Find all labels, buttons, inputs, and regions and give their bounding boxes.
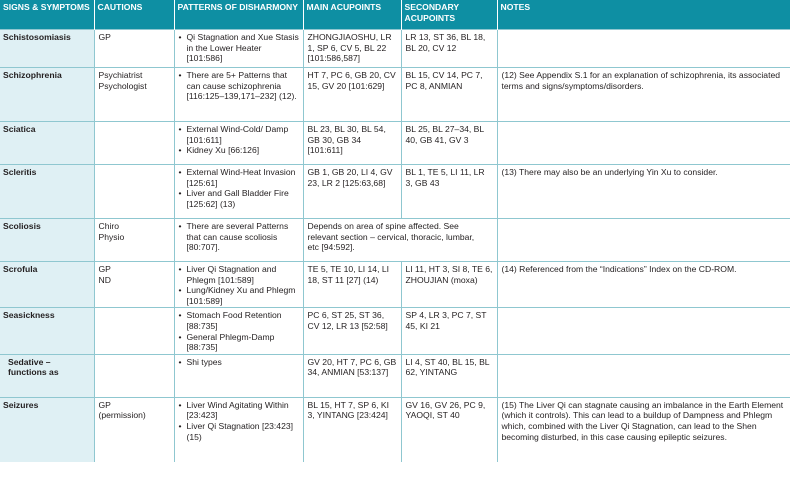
caution-item: Psychiatrist xyxy=(98,70,143,80)
table-row xyxy=(0,397,790,462)
notes-cell xyxy=(497,354,790,397)
pattern-item: • Liver Qi Stagnation [23:423] (15) xyxy=(179,421,300,442)
notes-cell xyxy=(497,122,790,165)
cautions-cell xyxy=(94,262,174,308)
cautions-cell xyxy=(94,30,174,68)
patterns-cell xyxy=(174,165,303,219)
table-row xyxy=(0,122,790,165)
patterns-list xyxy=(179,264,300,306)
table-row xyxy=(0,308,790,354)
secondary-acupoints-cell: BL 25, BL 27–34, BL 40, GB 41, GV 3 xyxy=(401,122,497,165)
pattern-item: • Lung/Kidney Xu and Phlegm [101:589] xyxy=(179,285,300,306)
main-acupoints-cell: ZHONGJIAOSHU, LR 1, SP 6, CV 5, BL 22 [101:586,587] xyxy=(303,30,401,68)
main-acupoints-cell: GV 20, HT 7, PC 6, GB 34, ANMIAN [53:137] xyxy=(303,354,401,397)
notes-cell xyxy=(497,30,790,68)
symptom-cell: Scoliosis xyxy=(0,219,94,262)
patterns-cell xyxy=(174,354,303,397)
patterns-cell xyxy=(174,122,303,165)
col-header-signs: SIGNS & SYMPTOMS xyxy=(0,0,94,30)
caution-item: GP xyxy=(98,32,111,42)
cautions-cell xyxy=(94,122,174,165)
patterns-list xyxy=(179,400,300,442)
notes-cell xyxy=(497,308,790,354)
patterns-list xyxy=(179,167,300,209)
pattern-item: • Stomach Food Retention [88:735] xyxy=(179,310,300,331)
patterns-list xyxy=(179,70,300,102)
secondary-acupoints-cell: BL 1, TE 5, LI 11, LR 3, GB 43 xyxy=(401,165,497,219)
pattern-item: • External Wind-Cold/ Damp [101:611] xyxy=(179,124,300,145)
cautions-cell xyxy=(94,219,174,262)
table-row xyxy=(0,68,790,122)
patterns-list xyxy=(179,221,300,253)
table-row xyxy=(0,165,790,219)
secondary-acupoints-cell: LI 4, ST 40, BL 15, BL 62, YINTANG xyxy=(401,354,497,397)
main-acupoints-cell: PC 6, ST 25, ST 36, CV 12, LR 13 [52:58] xyxy=(303,308,401,354)
main-acupoints-cell: BL 15, HT 7, SP 6, KI 3, YINTANG [23:424] xyxy=(303,397,401,462)
secondary-acupoints-cell: SP 4, LR 3, PC 7, ST 45, KI 21 xyxy=(401,308,497,354)
pattern-item: • There are 5+ Patterns that can cause schizophrenia [116:125–139,171–232] (12). xyxy=(179,70,300,102)
symptom-cell: Sedative – functions as xyxy=(0,354,94,397)
notes-cell: (15) The Liver Qi can stagnate causing an imbalance in the Earth Element (which it controls). This can lead to a buildup of Dampness and Phlegm which, combined with the Liver Qi Stagnation, can lead to the Shen becoming disturbed, in this case causing epileptic seizures. xyxy=(497,397,790,462)
col-header-main-acupoints: MAIN ACUPOINTS xyxy=(303,0,401,30)
symptom-cell: Schizophrenia xyxy=(0,68,94,122)
symptom-cell: Seizures xyxy=(0,397,94,462)
caution-item: GP xyxy=(98,264,111,274)
cautions-cell xyxy=(94,397,174,462)
pattern-item: • Liver and Gall Bladder Fire [125:62] (13) xyxy=(179,188,300,209)
secondary-acupoints-cell: LI 11, HT 3, SI 8, TE 6, ZHOUJIAN (moxa) xyxy=(401,262,497,308)
patterns-cell xyxy=(174,397,303,462)
pattern-item: • Shi types xyxy=(179,357,300,368)
secondary-acupoints-cell: BL 15, CV 14, PC 7, PC 8, ANMIAN xyxy=(401,68,497,122)
table-body xyxy=(0,30,790,463)
patterns-cell xyxy=(174,262,303,308)
caution-item: Psychologist xyxy=(98,80,147,91)
pattern-item: • Kidney Xu [66:126] xyxy=(179,145,300,156)
symptom-cell: Scrofula xyxy=(0,262,94,308)
pattern-item: • Liver Wind Agitating Within [23:423] xyxy=(179,400,300,421)
pattern-item: • There are several Patterns that can cause scoliosis [80:707]. xyxy=(179,221,300,253)
notes-cell: (14) Referenced from the “Indications” Index on the CD-ROM. xyxy=(497,262,790,308)
pattern-item: • Liver Qi Stagnation and Phlegm [101:589] xyxy=(179,264,300,285)
patterns-cell xyxy=(174,219,303,262)
main-acupoints-cell: GB 1, GB 20, LI 4, GV 23, LR 2 [125:63,68] xyxy=(303,165,401,219)
caution-item: GP xyxy=(98,399,111,410)
caution-item: Physio xyxy=(98,231,125,242)
table-row xyxy=(0,354,790,397)
patterns-cell xyxy=(174,30,303,68)
col-header-secondary-acupoints: SECONDARY ACUPOINTS xyxy=(401,0,497,30)
col-header-notes: NOTES xyxy=(497,0,790,30)
symptom-cell: Seasickness xyxy=(0,308,94,354)
secondary-acupoints-cell: LR 13, ST 36, BL 18, BL 20, CV 12 xyxy=(401,30,497,68)
symptom-cell: Scleritis xyxy=(0,165,94,219)
table-row xyxy=(0,30,790,68)
patterns-list xyxy=(179,357,300,368)
pattern-item: • General Phlegm-Damp [88:735] xyxy=(179,332,300,353)
cautions-cell xyxy=(94,68,174,122)
symptom-cell: Schistosomiasis xyxy=(0,30,94,68)
caution-item: (permission) xyxy=(98,410,146,421)
caution-item: ND xyxy=(98,274,111,285)
pattern-item: • Qi Stagnation and Xue Stasis in the Lower Heater [101:586] xyxy=(179,32,300,64)
main-acupoints-cell: TE 5, TE 10, LI 14, LI 18, ST 11 [27] (14) xyxy=(303,262,401,308)
main-acupoints-cell: HT 7, PC 6, GB 20, CV 15, GV 20 [101:629] xyxy=(303,68,401,122)
notes-cell: (12) See Appendix S.1 for an explanation of schizophrenia, its associated terms and signs/symptoms/disorders. xyxy=(497,68,790,122)
secondary-acupoints-cell: GV 16, GV 26, PC 9, YAOQI, ST 40 xyxy=(401,397,497,462)
notes-cell xyxy=(497,219,790,262)
header-row xyxy=(0,0,790,30)
cautions-cell xyxy=(94,165,174,219)
cautions-cell xyxy=(94,308,174,354)
col-header-patterns: PATTERNS OF DISHARMONY xyxy=(174,0,303,30)
caution-item: Chiro xyxy=(98,221,120,231)
patterns-cell xyxy=(174,68,303,122)
patterns-list xyxy=(179,124,300,156)
patterns-list xyxy=(179,310,300,352)
table-row xyxy=(0,219,790,262)
pattern-item: • External Wind-Heat Invasion [125:61] xyxy=(179,167,300,188)
col-header-cautions: CAUTIONS xyxy=(94,0,174,30)
notes-cell: (13) There may also be an underlying Yin Xu to consider. xyxy=(497,165,790,219)
patterns-list xyxy=(179,32,300,64)
patterns-cell xyxy=(174,308,303,354)
cautions-cell xyxy=(94,354,174,397)
main-acupoints-cell: BL 23, BL 30, BL 54, GB 30, GB 34 [101:611] xyxy=(303,122,401,165)
table-row xyxy=(0,262,790,308)
symptom-cell: Sciatica xyxy=(0,122,94,165)
main-acupoints-cell: Depends on area of spine affected. See relevant section – cervical, thoracic, lumbar, etc [94:592]. xyxy=(303,219,497,262)
